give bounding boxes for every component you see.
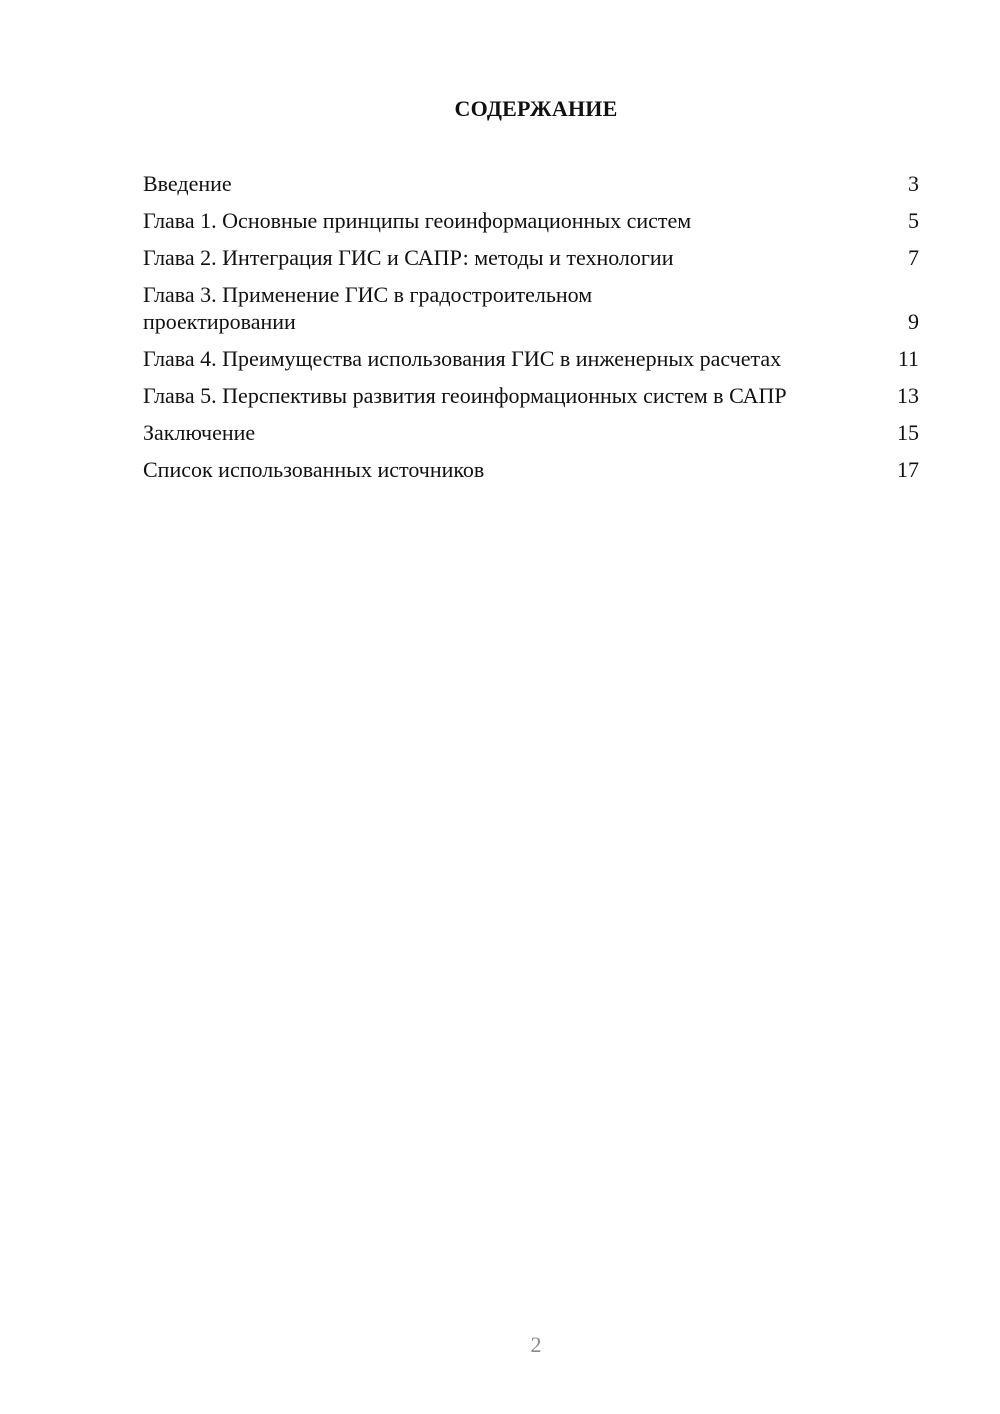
toc-entry-label: Глава 3. Применение ГИС в градостроительном проектировании <box>143 282 593 334</box>
table-of-contents <box>143 170 919 493</box>
toc-entry-chapter-4 <box>143 345 919 372</box>
toc-entry-references <box>143 456 919 483</box>
toc-entry-page: 17 <box>897 457 919 482</box>
toc-entry-label: Глава 5. Перспективы развития геоинформационных систем в САПР <box>143 383 787 408</box>
toc-entry-page: 3 <box>908 171 919 196</box>
toc-entry-label: Заключение <box>143 420 256 445</box>
page-number: 2 <box>530 1332 542 1357</box>
toc-entry-page: 5 <box>908 208 919 233</box>
toc-entry-page: 13 <box>897 383 919 408</box>
page-title: СОДЕРЖАНИЕ <box>454 96 618 121</box>
toc-entry-label: Введение <box>143 171 232 196</box>
toc-entry-chapter-5 <box>143 382 919 409</box>
toc-entry-conclusion <box>143 419 919 446</box>
toc-entry-chapter-3 <box>143 281 919 335</box>
toc-entry-label: Глава 2. Интеграция ГИС и САПР: методы и технологии <box>143 245 674 270</box>
toc-entry-label: Глава 1. Основные принципы геоинформационных систем <box>143 208 692 233</box>
toc-entry-page: 7 <box>908 245 919 270</box>
toc-entry-chapter-1 <box>143 207 919 234</box>
toc-entry-page: 11 <box>897 346 919 371</box>
toc-entry-label: Глава 4. Преимущества использования ГИС в инженерных расчетах <box>143 346 782 371</box>
toc-entry-page: 15 <box>897 420 919 445</box>
toc-entry-introduction <box>143 170 919 197</box>
toc-entry-chapter-2 <box>143 244 919 271</box>
toc-entry-label: Список использованных источников <box>143 457 485 482</box>
toc-entry-page: 9 <box>908 309 919 334</box>
